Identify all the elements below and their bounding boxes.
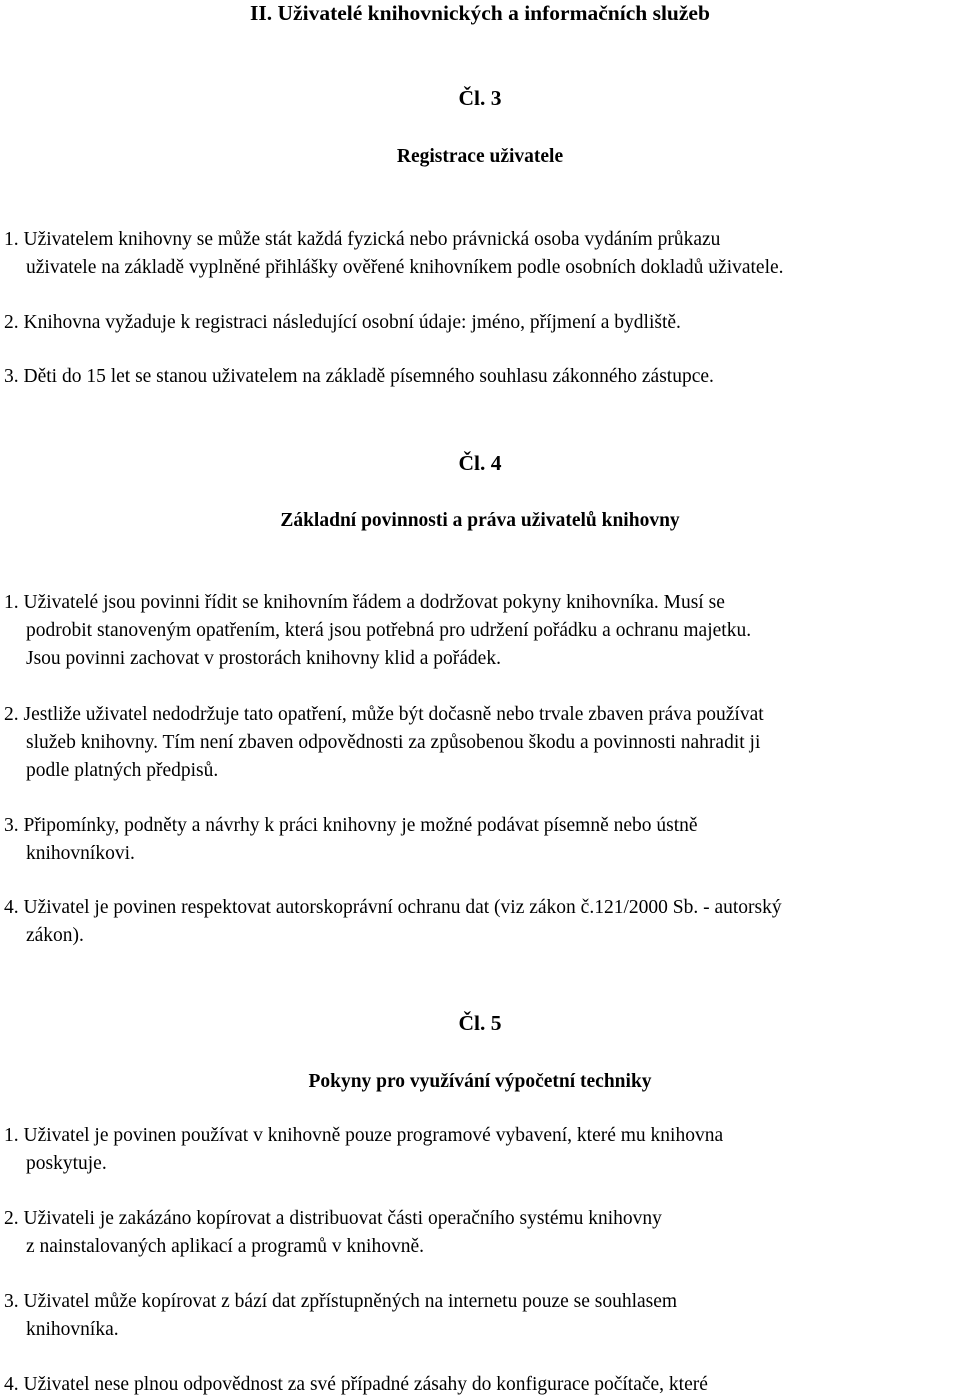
article-5-paragraph-1-line-1: 1. Uživatel je povinen používat v knihovně pouze programové vybavení, které mu knihovna [4, 1125, 724, 1146]
article-4-number: Čl. 4 [458, 451, 502, 475]
article-4-paragraph-4-line-2: zákon). [26, 925, 84, 946]
article-5-paragraph-3-line-1: 3. Uživatel může kopírovat z bází dat zpřístupněných na internetu pouze se souhlasem [4, 1291, 678, 1312]
article-5-paragraph-2-line-2: z nainstalovaných aplikací a programů v knihovně. [26, 1236, 424, 1257]
article-3-number: Čl. 3 [458, 86, 502, 110]
article-5-paragraph-1-line-2: poskytuje. [26, 1153, 107, 1174]
article-4-paragraph-4-line-1: 4. Uživatel je povinen respektovat autorskoprávní ochranu dat (viz zákon č.121/2000 Sb. - autorský [4, 897, 782, 918]
article-5-paragraph-3-line-2: knihovníka. [26, 1319, 119, 1340]
article-4-paragraph-2-line-1: 2. Jestliže uživatel nedodržuje tato opatření, může být dočasně nebo trvale zbaven práva používat [4, 704, 764, 725]
article-5-number: Čl. 5 [458, 1011, 502, 1035]
article-4-paragraph-2-line-2: služeb knihovny. Tím není zbaven odpovědnosti za způsobenou škodu a povinnosti nahradit ji [26, 732, 761, 753]
article-4-paragraph-3-line-2: knihovníkovi. [26, 843, 135, 864]
article-4-paragraph-1-line-2: podrobit stanoveným opatřením, která jsou potřebná pro udržení pořádku a ochranu majetku. [26, 620, 752, 641]
article-4-heading: Základní povinnosti a práva uživatelů knihovny [280, 510, 680, 531]
article-5-paragraph-4-line-1: 4. Uživatel nese plnou odpovědnost za své případné zásahy do konfigurace počítače, které [4, 1374, 708, 1395]
article-3-heading: Registrace uživatele [396, 146, 564, 167]
article-4-paragraph-1-line-3: Jsou povinni zachovat v prostorách knihovny klid a pořádek. [26, 648, 501, 669]
article-5-paragraph-2-line-1: 2. Uživateli je zakázáno kopírovat a distribuovat části operačního systému knihovny [4, 1208, 662, 1229]
section-title: II. Uživatelé knihovnických a informačních služeb [250, 1, 710, 25]
article-4-paragraph-1-line-1: 1. Uživatelé jsou povinni řídit se knihovním řádem a dodržovat pokyny knihovníka. Musí se [4, 592, 725, 613]
article-3-paragraph-1-line-2: uživatele na základě vyplněné přihlášky ověřené knihovníkem podle osobních dokladů uživatele. [26, 257, 784, 278]
article-3-paragraph-1-line-1: 1. Uživatelem knihovny se může stát každá fyzická nebo právnická osoba vydáním průkazu [4, 229, 721, 250]
article-5-heading: Pokyny pro využívání výpočetní techniky [308, 1071, 652, 1092]
article-4-paragraph-3-line-1: 3. Připomínky, podněty a návrhy k práci knihovny je možné podávat písemně nebo ústně [4, 815, 698, 836]
article-3-paragraph-3-line-1: 3. Děti do 15 let se stanou uživatelem na základě písemného souhlasu zákonného zástupce. [4, 366, 714, 387]
article-3-paragraph-2-line-1: 2. Knihovna vyžaduje k registraci následující osobní údaje: jméno, příjmení a bydliště. [4, 312, 681, 333]
article-4-paragraph-2-line-3: podle platných předpisů. [26, 760, 219, 781]
